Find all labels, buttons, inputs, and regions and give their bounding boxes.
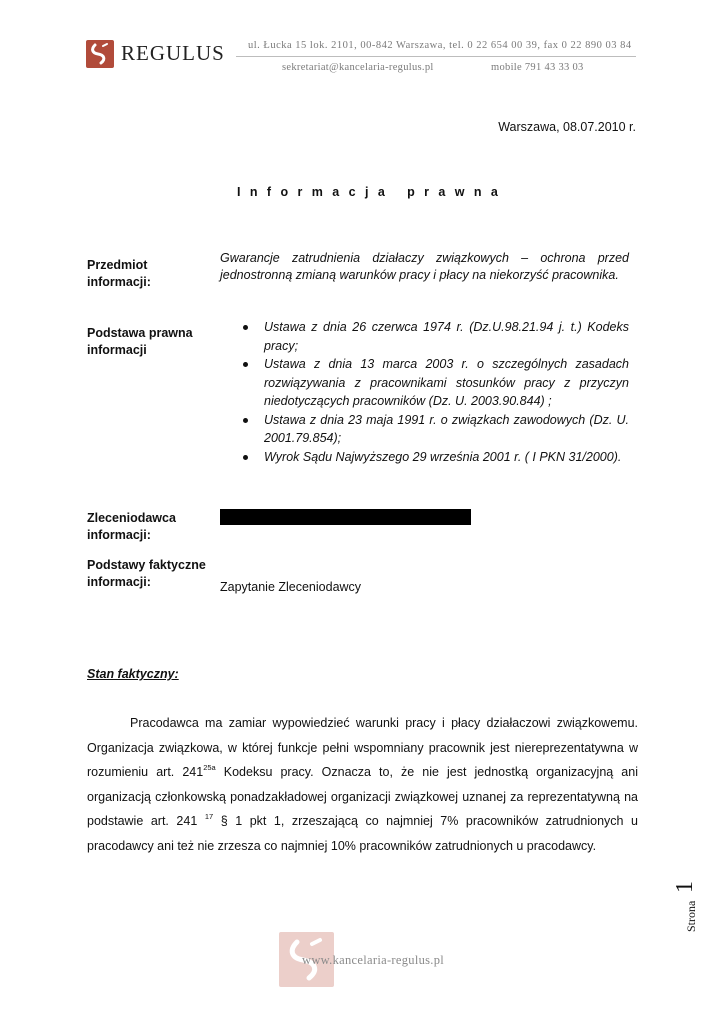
bullet-icon (243, 362, 248, 367)
legal-basis-label: Podstawa prawna informacji (87, 326, 193, 357)
list-item (240, 448, 629, 467)
header-mobile: mobile 791 43 33 03 (491, 62, 584, 73)
list-item (240, 411, 629, 448)
facts-label: Podstawy faktyczne informacji: (87, 558, 206, 589)
page-word: Strona (684, 900, 698, 932)
redacted-block (220, 509, 471, 525)
list-item-text: Wyrok Sądu Najwyższego 29 września 2001 r. ( I PKN 31/2000). (264, 449, 622, 464)
facts-paragraph (87, 711, 638, 859)
list-item-text: Ustawa z dnia 13 marca 2003 r. o szczególnych zasadach rozwiązywania z pracownikami stosunków pracy z przyczyn niedotyczących pracowników (Dz. U. 2003.90.844) ; (264, 357, 629, 408)
legal-basis-list (240, 318, 629, 466)
footer-url[interactable]: www.kancelaria-regulus.pl (302, 953, 445, 967)
place-date: Warszawa, 08.07.2010 r. (498, 120, 636, 134)
article-superscript: 17 (204, 812, 214, 822)
page-number: 1 (672, 881, 698, 893)
paragraph-text-3: § 1 pkt 1, zrzeszającą co najmniej 7% pracowników zatrudnionych u pracodawcy ani też nie zrzesza co najmniej 10% pracowników zatrudnionych u pracodawcy. (87, 814, 639, 853)
subject-label: Przedmiot informacji: (87, 258, 151, 289)
list-item (240, 355, 629, 411)
header-email[interactable]: sekretariat@kancelaria-regulus.pl (282, 62, 434, 73)
bullet-icon (243, 325, 248, 330)
bullet-icon (243, 455, 248, 460)
paragraph-text-1: Pracodawca ma zamiar wypowiedzieć warunki pracy i płacy działaczowi związkowemu. Organizacja związkowa, w której funkcje pełni wspomniany pracownik jest niereprezentatywna w rozumieniu art. 241 (87, 716, 638, 780)
facts-value: Zapytanie Zleceniodawcy (220, 580, 362, 594)
subject-text: Gwarancje zatrudnienia działaczy związkowych – ochrona przed jednostronną zmianą warunków pracy i płacy na niekorzyść pracownika. (220, 251, 629, 282)
section-heading: Stan faktyczny: (87, 667, 179, 681)
bullet-icon (243, 418, 248, 423)
document-title: Informacja prawna (237, 185, 508, 199)
client-label: Zleceniodawca informacji: (87, 511, 176, 542)
header-divider (236, 56, 636, 57)
brand-name: REGULUS (121, 41, 225, 65)
list-item-text: Ustawa z dnia 26 czerwca 1974 r. (Dz.U.98.21.94 j. t.) Kodeks pracy; (264, 320, 629, 353)
list-item-text: Ustawa z dnia 23 maja 1991 r. o związkach zawodowych (Dz. U. 2001.79.854); (264, 412, 629, 445)
list-item (240, 318, 629, 355)
header-address: ul. Łucka 15 lok. 2101, 00-842 Warszawa, tel. 0 22 654 00 39, fax 0 22 890 03 84 (248, 40, 632, 51)
paragraph-text-2: Kodeksu pracy. Oznacza to, że nie jest jednostką organizacyjną ani organizacją członkowską ponadzakładowej organizacji związkowej uznanej za reprezentatywną na podstawie art. 241 (87, 765, 638, 829)
regulus-logo-icon (86, 40, 114, 68)
article-superscript: 25a (203, 763, 216, 773)
